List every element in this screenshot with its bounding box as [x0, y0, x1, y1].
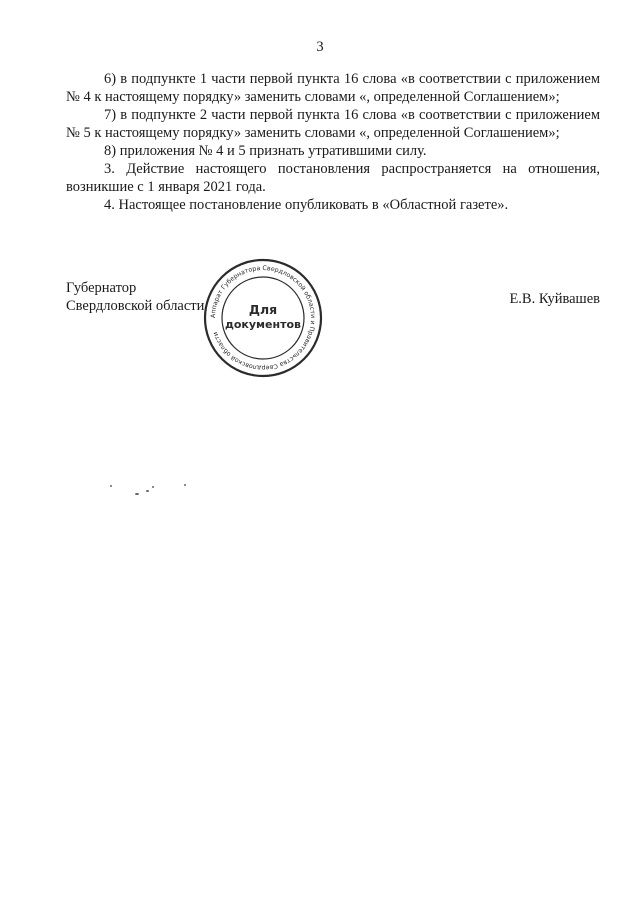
signer-name: Е.В. Куйвашев: [509, 291, 600, 307]
signer-title-line1: Губернатор: [66, 280, 137, 296]
scan-speck: [146, 490, 149, 492]
seal-ring-text: Аппарат Губернатора Свердловской области и Правительства Свердловской области: [209, 264, 317, 372]
document-body: [66, 70, 600, 214]
signature-block: [66, 279, 600, 319]
official-seal: [202, 257, 324, 379]
scan-speck: [152, 486, 154, 488]
page-number: 3: [316, 39, 324, 55]
paragraph-clause-3: 3. Действие настоящего постановления распространяется на отношения, возникшие с 1 января 2021 года.: [66, 161, 600, 195]
paragraph-clause-4: 4. Настоящее постановление опубликовать в «Областной газете».: [104, 197, 509, 213]
scan-speck: [184, 484, 186, 486]
seal-center-line1: Для: [248, 302, 278, 317]
scan-speck: [135, 493, 139, 495]
paragraph-item-8: 8) приложения № 4 и 5 признать утратившими силу.: [104, 143, 427, 159]
scan-speck: [110, 485, 112, 487]
paragraph-item-6: 6) в подпункте 1 части первой пункта 16 слова «в соответствии с приложением № 4 к настоящему порядку» заменить словами «, определенной Соглашением»;: [66, 71, 600, 105]
signer-title: [66, 279, 204, 315]
paragraph-item-7: 7) в подпункте 2 части первой пункта 16 слова «в соответствии с приложением № 5 к настоящему порядку» заменить словами «, определенной Соглашением»;: [66, 107, 600, 141]
seal-center-line2: документов: [224, 318, 302, 331]
signer-title-line2: Свердловской области: [66, 298, 205, 314]
